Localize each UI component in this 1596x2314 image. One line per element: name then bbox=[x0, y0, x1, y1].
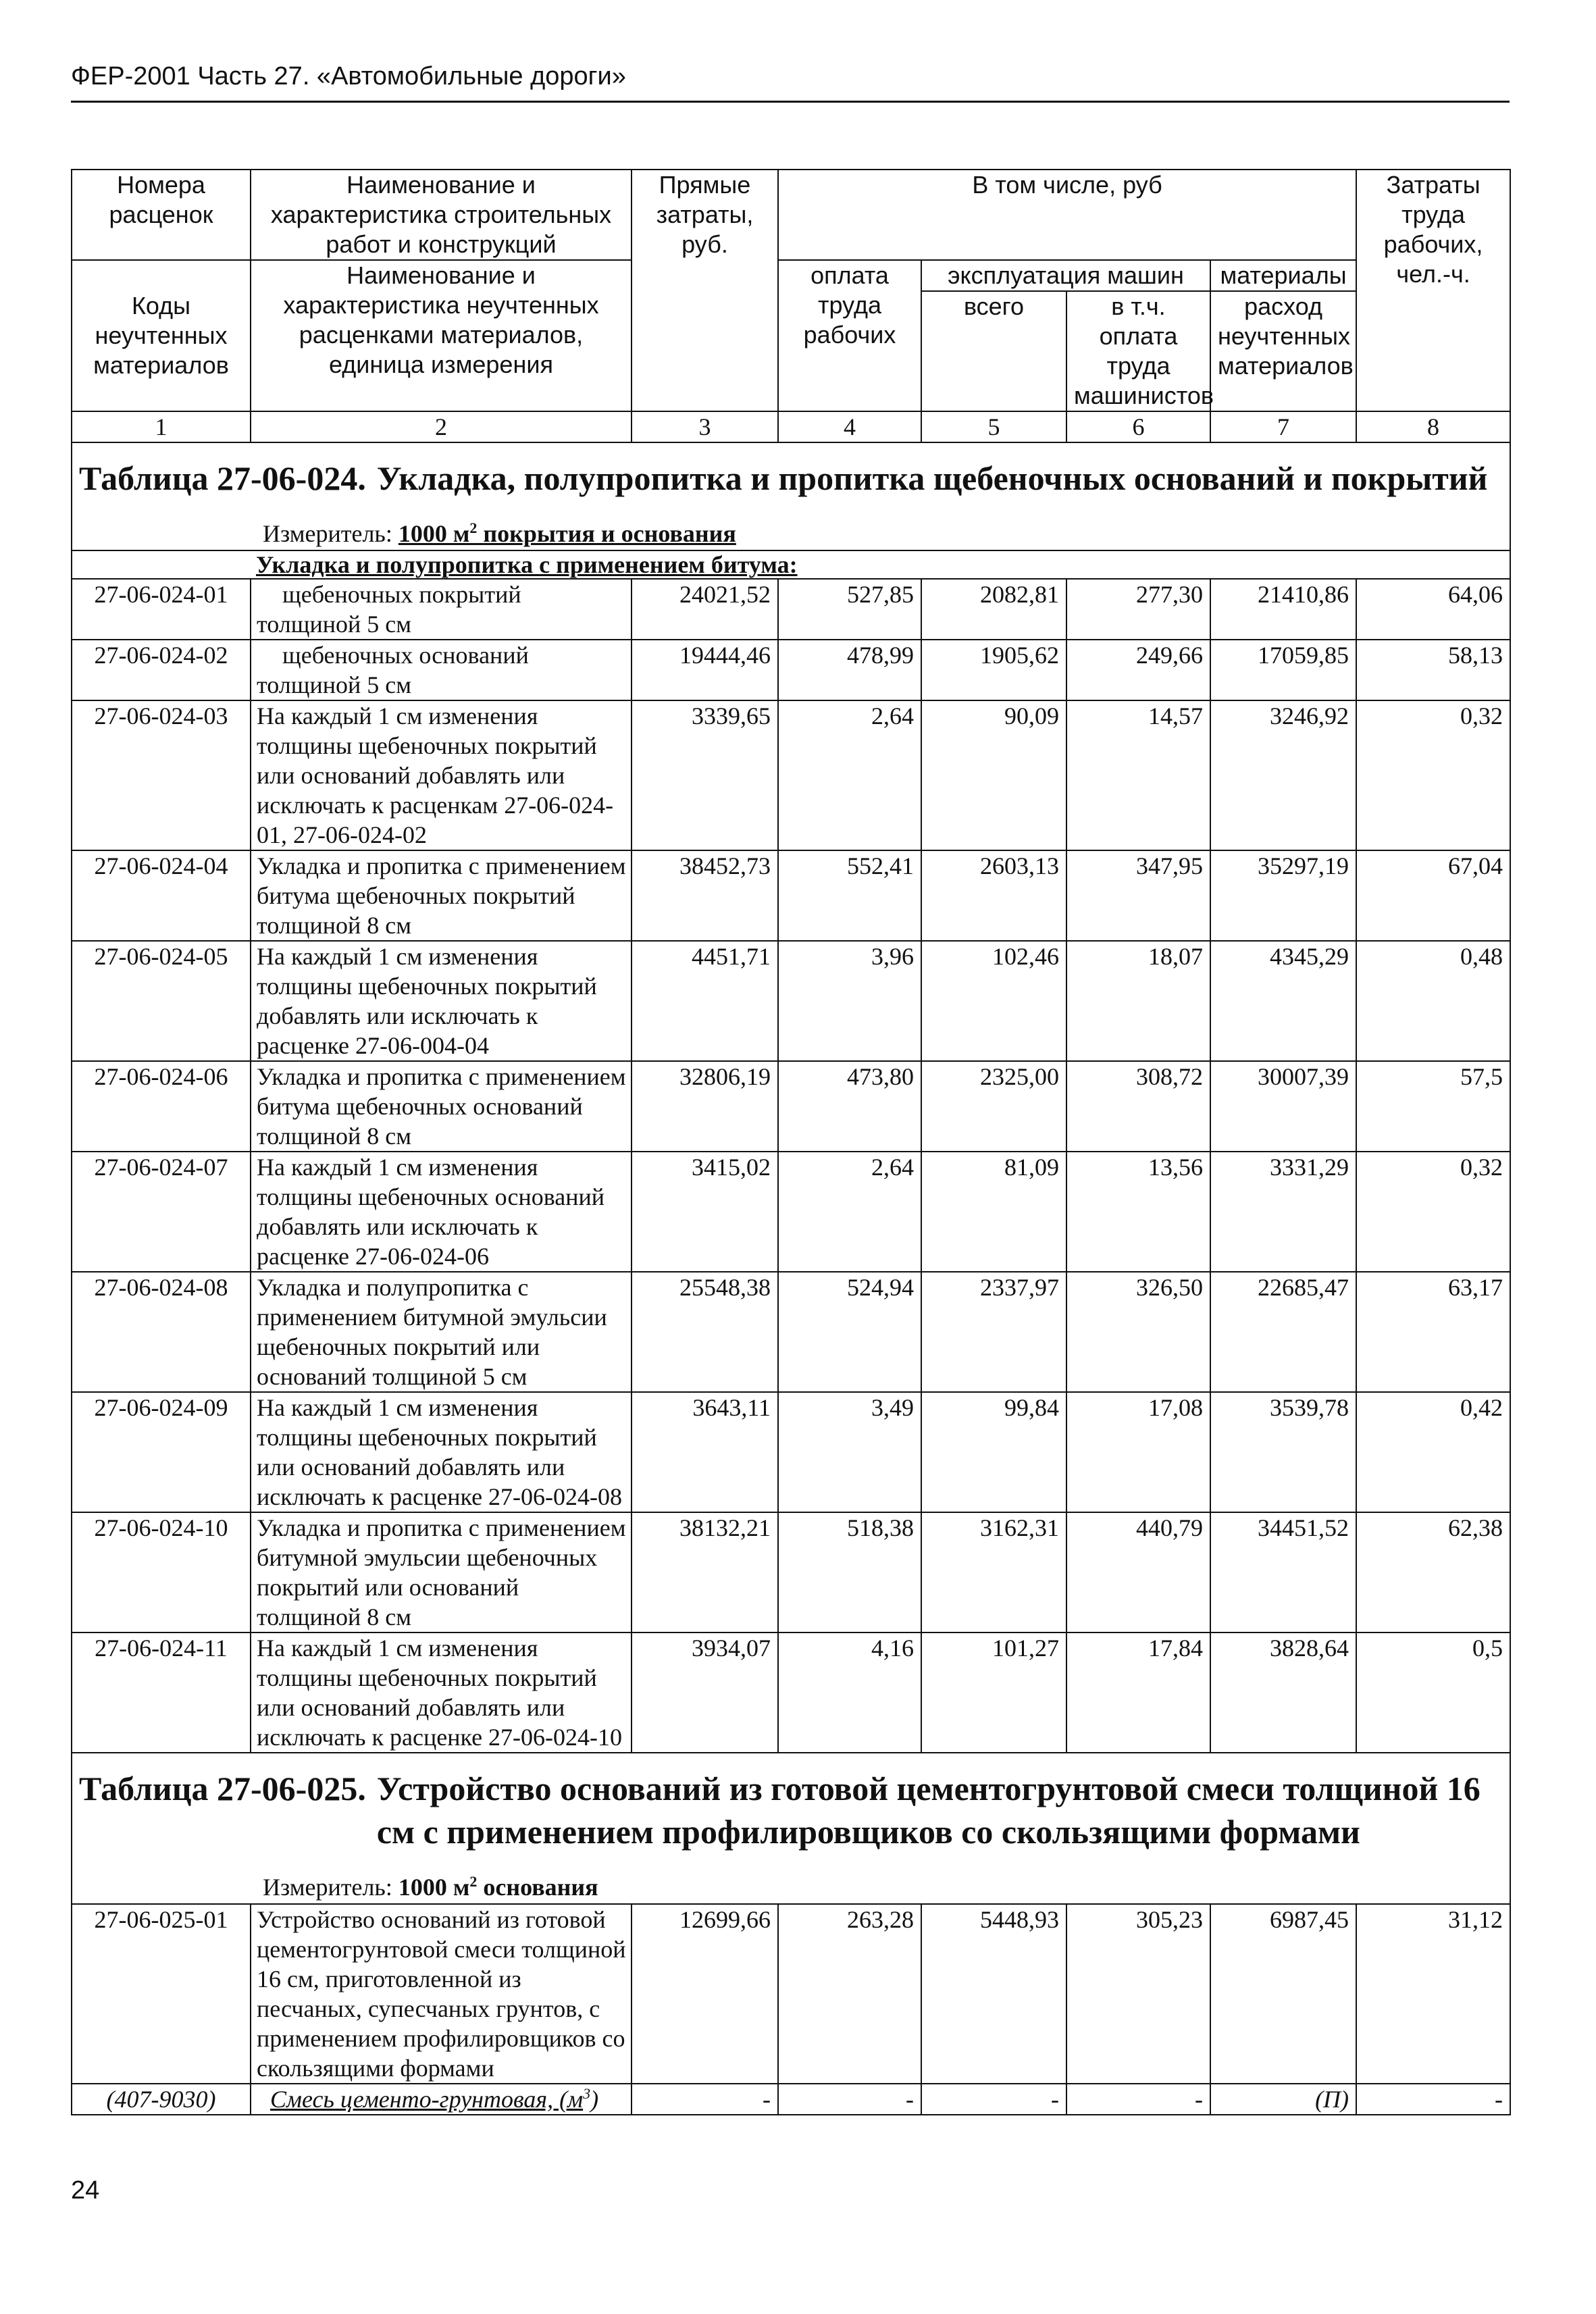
col-header-labor-pay: оплата труда рабочих bbox=[778, 260, 921, 411]
rate-name: На каждый 1 см изменения толщины щебеночных покрытий или оснований добавлять или исключать к расценке 27-06-024-10 bbox=[251, 1632, 632, 1753]
machinist-pay: 277,30 bbox=[1066, 579, 1210, 640]
direct-costs: 25548,38 bbox=[632, 1272, 778, 1392]
materials-cost: 3246,92 bbox=[1210, 700, 1356, 850]
col-header-incl-machinist: в т.ч. оплата труда машинистов bbox=[1066, 291, 1210, 411]
direct-costs: 38452,73 bbox=[632, 850, 778, 941]
machinist-pay: 440,79 bbox=[1066, 1512, 1210, 1632]
labor-hours: 63,17 bbox=[1356, 1272, 1510, 1392]
rate-code: 27-06-025-01 bbox=[72, 1904, 251, 2084]
labor-hours: 62,38 bbox=[1356, 1512, 1510, 1632]
table-row bbox=[72, 1512, 1510, 1632]
labor-hours: 0,42 bbox=[1356, 1392, 1510, 1512]
col-number: 5 bbox=[921, 411, 1066, 442]
materials-cost: 3828,64 bbox=[1210, 1632, 1356, 1753]
machine-total: 2337,97 bbox=[921, 1272, 1066, 1392]
machinist-pay: 305,23 bbox=[1066, 1904, 1210, 2084]
labor-hours: 0,48 bbox=[1356, 941, 1510, 1061]
col-number: 7 bbox=[1210, 411, 1356, 442]
table-row bbox=[72, 700, 1510, 850]
page-header: ФЕР-2001 Часть 27. «Автомобильные дороги» bbox=[71, 62, 1510, 103]
machinist-pay: 18,07 bbox=[1066, 941, 1210, 1061]
direct-costs: 3643,11 bbox=[632, 1392, 778, 1512]
rate-code: 27-06-024-10 bbox=[72, 1512, 251, 1632]
machinist-pay: 17,84 bbox=[1066, 1632, 1210, 1753]
material-code: (407-9030) bbox=[72, 2084, 251, 2115]
table-title bbox=[79, 457, 1503, 500]
labor-hours: 0,32 bbox=[1356, 700, 1510, 850]
materials-cost: 22685,47 bbox=[1210, 1272, 1356, 1392]
rate-name: Укладка и пропитка с применением битумной эмульсии щебеночных покрытий или оснований толщиной 8 см bbox=[251, 1512, 632, 1632]
rate-name: щебеночных покрытий толщиной 5 см bbox=[251, 579, 632, 640]
direct-costs: 24021,52 bbox=[632, 579, 778, 640]
direct-costs: 38132,21 bbox=[632, 1512, 778, 1632]
labor-hours: 57,5 bbox=[1356, 1061, 1510, 1152]
col-header-name-unaccounted: Наименование и характеристика неучтенных расценками материалов, единица измерения bbox=[251, 260, 632, 411]
table-row bbox=[72, 579, 1510, 640]
labor-pay: 2,64 bbox=[778, 1152, 921, 1272]
table-row bbox=[72, 1904, 1510, 2084]
machine-total: 2603,13 bbox=[921, 850, 1066, 941]
labor-pay: - bbox=[778, 2084, 921, 2115]
rate-name: Укладка и полупропитка с применением битумной эмульсии щебеночных покрытий или оснований толщиной 5 см bbox=[251, 1272, 632, 1392]
rate-name: На каждый 1 см изменения толщины щебеночных покрытий добавлять или исключать к расценке 27-06-004-04 bbox=[251, 941, 632, 1061]
machine-total: 101,27 bbox=[921, 1632, 1066, 1753]
machinist-pay: - bbox=[1066, 2084, 1210, 2115]
table-name: Устройство оснований из готовой цементогрунтовой смеси толщиной 16 см с применением профилировщиков со скользящими формами bbox=[376, 1770, 1481, 1851]
col-header-machine-op: эксплуатация машин bbox=[921, 260, 1210, 291]
materials-cost: 30007,39 bbox=[1210, 1061, 1356, 1152]
table-row bbox=[72, 1272, 1510, 1392]
labor-hours: 67,04 bbox=[1356, 850, 1510, 941]
rate-code: 27-06-024-08 bbox=[72, 1272, 251, 1392]
rate-code: 27-06-024-06 bbox=[72, 1061, 251, 1152]
machine-total: 3162,31 bbox=[921, 1512, 1066, 1632]
rates-table bbox=[71, 169, 1511, 2115]
machine-total: 90,09 bbox=[921, 700, 1066, 850]
labor-pay: 263,28 bbox=[778, 1904, 921, 2084]
machinist-pay: 326,50 bbox=[1066, 1272, 1210, 1392]
table-row bbox=[72, 1061, 1510, 1152]
labor-hours: 58,13 bbox=[1356, 640, 1510, 700]
table-row bbox=[72, 640, 1510, 700]
rate-name: Укладка и пропитка с применением битума щебеночных оснований толщиной 8 см bbox=[251, 1061, 632, 1152]
rate-code: 27-06-024-09 bbox=[72, 1392, 251, 1512]
rate-name: щебеночных оснований толщиной 5 см bbox=[251, 640, 632, 700]
col-header-total: всего bbox=[921, 291, 1066, 411]
rate-code: 27-06-024-04 bbox=[72, 850, 251, 941]
col-header-codes: Коды неучтенных материалов bbox=[72, 260, 251, 411]
rate-code: 27-06-024-01 bbox=[72, 579, 251, 640]
labor-pay: 524,94 bbox=[778, 1272, 921, 1392]
materials-cost: 34451,52 bbox=[1210, 1512, 1356, 1632]
materials-cost: 6987,45 bbox=[1210, 1904, 1356, 2084]
col-header-rate-numbers: Номера расценок bbox=[72, 170, 251, 260]
machinist-pay: 14,57 bbox=[1066, 700, 1210, 850]
col-header-including: В том числе, руб bbox=[778, 170, 1356, 260]
rate-code: 27-06-024-03 bbox=[72, 700, 251, 850]
col-header-name: Наименование и характеристика строительных работ и конструкций bbox=[251, 170, 632, 260]
machine-total: 102,46 bbox=[921, 941, 1066, 1061]
labor-pay: 3,96 bbox=[778, 941, 921, 1061]
col-number: 3 bbox=[632, 411, 778, 442]
labor-hours: 0,32 bbox=[1356, 1152, 1510, 1272]
rate-name: Укладка и пропитка с применением битума щебеночных покрытий толщиной 8 см bbox=[251, 850, 632, 941]
machine-total: - bbox=[921, 2084, 1066, 2115]
materials-cost: (П) bbox=[1210, 2084, 1356, 2115]
direct-costs: 3415,02 bbox=[632, 1152, 778, 1272]
labor-hours: 0,5 bbox=[1356, 1632, 1510, 1753]
machine-total: 81,09 bbox=[921, 1152, 1066, 1272]
table-025-title-block bbox=[72, 1753, 1510, 1904]
labor-pay: 4,16 bbox=[778, 1632, 921, 1753]
table-name: Укладка, полупропитка и пропитка щебеночных оснований и покрытий bbox=[376, 459, 1488, 497]
rate-name: На каждый 1 см изменения толщины щебеночных покрытий или оснований добавлять или исключать к расценкам 27-06-024-01, 27-06-024-02 bbox=[251, 700, 632, 850]
direct-costs: 3339,65 bbox=[632, 700, 778, 850]
table-row bbox=[72, 850, 1510, 941]
rate-name: Устройство оснований из готовой цементогрунтовой смеси толщиной 16 см, приготовленной из песчаных, супесчаных грунтов, с применением профилировщиков со скользящими формами bbox=[251, 1904, 632, 2084]
direct-costs: 12699,66 bbox=[632, 1904, 778, 2084]
col-header-labor-hours: Затраты труда рабочих, чел.-ч. bbox=[1356, 170, 1510, 411]
labor-hours: - bbox=[1356, 2084, 1510, 2115]
col-header-materials-unaccounted: расход неучтенных материалов bbox=[1210, 291, 1356, 411]
rate-code: 27-06-024-05 bbox=[72, 941, 251, 1061]
col-header-materials: материалы bbox=[1210, 260, 1356, 291]
col-header-direct-costs: Прямые затраты, руб. bbox=[632, 170, 778, 411]
direct-costs: 19444,46 bbox=[632, 640, 778, 700]
table-row bbox=[72, 1632, 1510, 1753]
labor-pay: 473,80 bbox=[778, 1061, 921, 1152]
table-row bbox=[72, 1152, 1510, 1272]
materials-cost: 35297,19 bbox=[1210, 850, 1356, 941]
col-number: 1 bbox=[72, 411, 251, 442]
labor-pay: 478,99 bbox=[778, 640, 921, 700]
material-name: Смесь цементо-грунтовая, $(м^3)$ bbox=[251, 2084, 632, 2115]
machinist-pay: 347,95 bbox=[1066, 850, 1210, 941]
page-number: 24 bbox=[71, 2176, 100, 2205]
machine-total: 5448,93 bbox=[921, 1904, 1066, 2084]
machine-total: 2082,81 bbox=[921, 579, 1066, 640]
rate-name: На каждый 1 см изменения толщины щебеночных оснований добавлять или исключать к расценке 27-06-024-06 bbox=[251, 1152, 632, 1272]
machine-total: 1905,62 bbox=[921, 640, 1066, 700]
materials-cost: 21410,86 bbox=[1210, 579, 1356, 640]
direct-costs: 4451,71 bbox=[632, 941, 778, 1061]
materials-cost: 17059,85 bbox=[1210, 640, 1356, 700]
rate-code: 27-06-024-11 bbox=[72, 1632, 251, 1753]
table-number: Таблица 27-06-024. bbox=[79, 459, 366, 497]
col-number: 2 bbox=[251, 411, 632, 442]
rate-name: На каждый 1 см изменения толщины щебеночных покрытий или оснований добавлять или исключать к расценке 27-06-024-08 bbox=[251, 1392, 632, 1512]
labor-pay: 527,85 bbox=[778, 579, 921, 640]
materials-cost: 4345,29 bbox=[1210, 941, 1356, 1061]
table-row bbox=[72, 941, 1510, 1061]
labor-hours: 31,12 bbox=[1356, 1904, 1510, 2084]
machine-total: 99,84 bbox=[921, 1392, 1066, 1512]
table-meter: Измеритель: 1000 $м^2$ основания bbox=[263, 1873, 598, 1901]
labor-pay: 518,38 bbox=[778, 1512, 921, 1632]
direct-costs: 3934,07 bbox=[632, 1632, 778, 1753]
table-row bbox=[72, 1392, 1510, 1512]
machinist-pay: 249,66 bbox=[1066, 640, 1210, 700]
labor-pay: 552,41 bbox=[778, 850, 921, 941]
material-row bbox=[72, 2084, 1510, 2115]
machine-total: 2325,00 bbox=[921, 1061, 1066, 1152]
table-title bbox=[79, 1767, 1503, 1853]
col-number: 6 bbox=[1066, 411, 1210, 442]
materials-cost: 3539,78 bbox=[1210, 1392, 1356, 1512]
machinist-pay: 17,08 bbox=[1066, 1392, 1210, 1512]
table-number: Таблица 27-06-025. bbox=[79, 1770, 366, 1807]
table-024-title-block bbox=[72, 442, 1510, 550]
direct-costs: 32806,19 bbox=[632, 1061, 778, 1152]
rate-code: 27-06-024-07 bbox=[72, 1152, 251, 1272]
labor-pay: 2,64 bbox=[778, 700, 921, 850]
col-number: 8 bbox=[1356, 411, 1510, 442]
machinist-pay: 13,56 bbox=[1066, 1152, 1210, 1272]
col-number: 4 bbox=[778, 411, 921, 442]
direct-costs: - bbox=[632, 2084, 778, 2115]
rate-code: 27-06-024-02 bbox=[72, 640, 251, 700]
materials-cost: 3331,29 bbox=[1210, 1152, 1356, 1272]
table-meter: Измеритель: 1000 $м^2$ покрытия и основания bbox=[263, 519, 736, 547]
machinist-pay: 308,72 bbox=[1066, 1061, 1210, 1152]
subgroup-heading: Укладка и полупропитка с применением битума: bbox=[72, 550, 1510, 579]
labor-hours: 64,06 bbox=[1356, 579, 1510, 640]
labor-pay: 3,49 bbox=[778, 1392, 921, 1512]
